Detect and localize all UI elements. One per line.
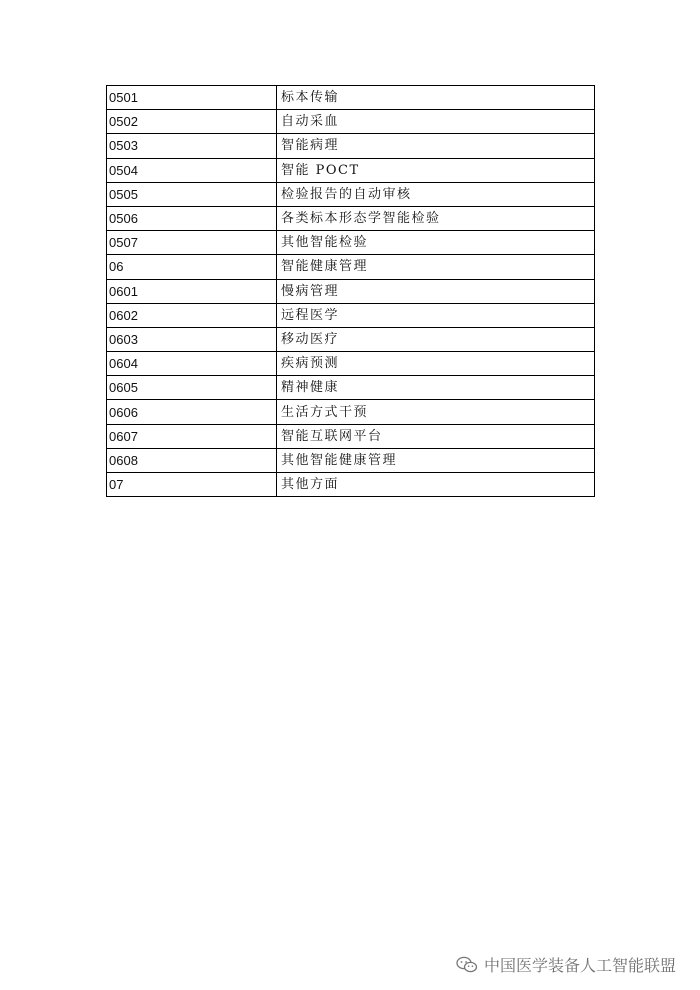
table-row xyxy=(107,303,595,327)
row-name: 自动采血 xyxy=(277,110,595,134)
row-name: 智能病理 xyxy=(277,134,595,158)
row-name: 疾病预测 xyxy=(277,352,595,376)
row-code: 0505 xyxy=(107,182,277,206)
row-code: 0605 xyxy=(107,376,277,400)
row-name: 智能互联网平台 xyxy=(277,424,595,448)
row-code: 06 xyxy=(107,255,277,279)
row-code: 0507 xyxy=(107,231,277,255)
row-code: 0608 xyxy=(107,448,277,472)
row-name: 其他智能检验 xyxy=(277,231,595,255)
row-name: 远程医学 xyxy=(277,303,595,327)
row-code: 0601 xyxy=(107,279,277,303)
row-code: 0604 xyxy=(107,352,277,376)
row-name: 慢病管理 xyxy=(277,279,595,303)
row-code: 0501 xyxy=(107,86,277,110)
category-table-body xyxy=(107,86,595,497)
table-row xyxy=(107,206,595,230)
row-name: 生活方式干预 xyxy=(277,400,595,424)
row-name: 其他智能健康管理 xyxy=(277,448,595,472)
row-code: 0504 xyxy=(107,158,277,182)
table-row xyxy=(107,473,595,497)
row-code: 07 xyxy=(107,473,277,497)
table-row xyxy=(107,231,595,255)
table-row xyxy=(107,448,595,472)
row-name: 各类标本形态学智能检验 xyxy=(277,206,595,230)
table-row xyxy=(107,376,595,400)
row-code: 0506 xyxy=(107,206,277,230)
table-row xyxy=(107,424,595,448)
row-name: 其他方面 xyxy=(277,473,595,497)
category-table xyxy=(106,85,595,497)
watermark-text: 中国医学装备人工智能联盟 xyxy=(483,956,676,975)
row-code: 0502 xyxy=(107,110,277,134)
row-name: 检验报告的自动审核 xyxy=(277,182,595,206)
row-code: 0602 xyxy=(107,303,277,327)
table-row xyxy=(107,255,595,279)
row-code: 0606 xyxy=(107,400,277,424)
table-row xyxy=(107,400,595,424)
watermark xyxy=(456,953,676,976)
row-name: 精神健康 xyxy=(277,376,595,400)
table-row xyxy=(107,158,595,182)
wechat-icon xyxy=(456,956,478,974)
table-row xyxy=(107,86,595,110)
row-code: 0607 xyxy=(107,424,277,448)
table-row xyxy=(107,134,595,158)
table-row xyxy=(107,110,595,134)
table-row xyxy=(107,327,595,351)
row-code: 0603 xyxy=(107,327,277,351)
row-name: 标本传输 xyxy=(277,86,595,110)
row-name: 移动医疗 xyxy=(277,327,595,351)
row-name: 智能 POCT xyxy=(277,158,595,182)
row-name: 智能健康管理 xyxy=(277,255,595,279)
table-row xyxy=(107,182,595,206)
row-code: 0503 xyxy=(107,134,277,158)
table-row xyxy=(107,279,595,303)
table-row xyxy=(107,352,595,376)
